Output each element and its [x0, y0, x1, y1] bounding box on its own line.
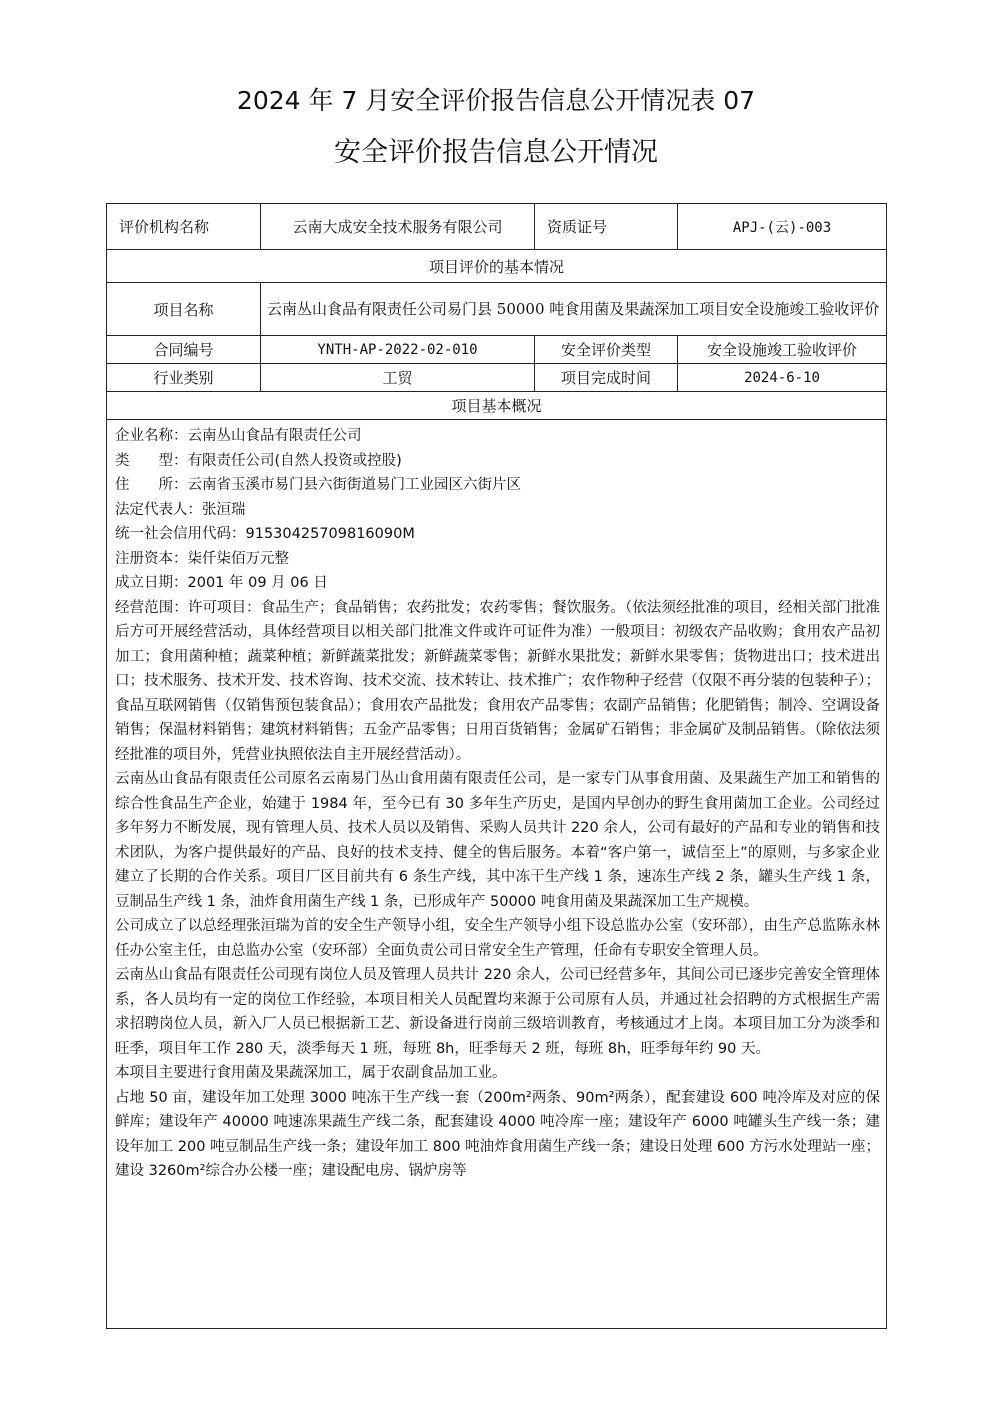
overview-paragraph: 成立日期：2001 年 09 月 06 日: [115, 575, 328, 591]
contract-label: 合同编号: [107, 336, 261, 364]
table-row: [107, 250, 887, 283]
eval-type-label: 安全评价类型: [535, 336, 678, 364]
cert-value: APJ-(云)-003: [678, 204, 887, 250]
overview-paragraph: 法定代表人：张洹瑞: [115, 501, 246, 518]
finish-time-value: 2024-6-10: [678, 364, 887, 392]
cert-label: 资质证号: [535, 204, 678, 250]
finish-time-label: 项目完成时间: [535, 364, 678, 392]
overview-paragraph: 类 型：有限责任公司(自然人投资或控股): [115, 452, 402, 469]
project-name-label: 项目名称: [107, 283, 261, 336]
overview-paragraph: 住 所：云南省玉溪市易门县六街街道易门工业园区六街片区: [115, 477, 521, 493]
contract-value: YNTH-AP-2022-02-010: [261, 336, 535, 364]
table-row: [107, 283, 887, 336]
basic-info-header: 项目评价的基本情况: [107, 250, 887, 283]
industry-value: 工贸: [261, 364, 535, 392]
table-row: [107, 392, 887, 420]
document-subtitle: 安全评价报告信息公开情况: [334, 137, 658, 168]
overview-body: [107, 420, 887, 1329]
org-label: 评价机构名称: [107, 204, 261, 250]
industry-label: 行业类别: [107, 364, 261, 392]
table-row: [107, 204, 887, 250]
overview-paragraph: 云南丛山食品有限责任公司原名云南易门丛山食用菌有限责任公司，是一家专门从事食用菌、及果蔬生产加工和销售的综合性食品生产企业，始建于 1984 年，至今已有 30 多年生产历史，是国内早创办的野生食用菌加工企业。公司经过多年努力不断发展，现有管理人员、技术人员以及销售、采购人员共计 220 余人，公司有最好的产品和专业的销售和技术团队，为客户提供最好的产品、良好的技术支持、健全的售后服务。本着“客户第一，诚信至上”的原则，与多家企业建立了长期的合作关系。项目厂区目前共有 6 条生产线，其中冻干生产线 1 条，速冻生产线 2 条，罐头生产线 1 条，豆制品生产线 1 条，油炸食用菌生产线 1 条，已形成年产 50000 吨食用菌及果蔬深加工生产规模。: [115, 771, 880, 910]
overview-paragraph: 本项目主要进行食用菌及果蔬深加工，属于农副食品加工业。: [115, 1065, 507, 1081]
table-row: [107, 336, 887, 364]
overview-paragraph: 经营范围：许可项目：食品生产；食品销售；农药批发；农药零售；餐饮服务。（依法须经批准的项目，经相关部门批准后方可开展经营活动，具体经营项目以相关部门批准文件或许可证件为准）一般项目：初级农产品收购；食用农产品初加工；食用菌种植；蔬菜种植；新鲜蔬菜批发；新鲜蔬菜零售；新鲜水果批发；新鲜水果零售；货物进出口；技术进出口；技术服务、技术开发、技术咨询、技术交流、技术转让、技术推广；农作物种子经营（仅限不再分装的包装种子）；食品互联网销售（仅销售预包装食品）；食用农产品批发；食用农产品零售；农副产品销售；化肥销售；制冷、空调设备销售；保温材料销售；建筑材料销售；五金产品零售；日用百货销售；金属矿石销售；非金属矿及制品销售。（除依法须经批准的项目外，凭营业执照依法自主开展经营活动）。: [115, 599, 880, 763]
document-title: 2024 年 7 月安全评价报告信息公开情况表 07: [236, 86, 756, 115]
overview-paragraph: 企业名称：云南丛山食品有限责任公司: [115, 428, 362, 444]
overview-paragraph: 云南丛山食品有限责任公司现有岗位人员及管理人员共计 220 余人，公司已经营多年，其间公司已逐步完善安全管理体系，各人员均有一定的岗位工作经验，本项目相关人员配置均来源于公司原有人员，并通过社会招聘的方式根据生产需求招聘岗位人员，新入厂人员已根据新工艺、新设备进行岗前三级培训教育，考核通过才上岗。本项目加工分为淡季和旺季，项目年工作 280 天，淡季每天 1 班，每班 8h，旺季每天 2 班，每班 8h，旺季每年约 90 天。: [115, 967, 880, 1057]
overview-paragraph: 注册资本：柒仟柒佰万元整: [115, 550, 289, 567]
org-value: 云南大成安全技术服务有限公司: [261, 204, 535, 250]
info-table: [106, 203, 887, 1329]
overview-paragraph: 统一社会信用代码：91530425709816090M: [115, 526, 415, 542]
overview-paragraph: 占地 50 亩，建设年加工处理 3000 吨冻干生产线一套（200m²两条、90m²两条），配套建设 600 吨冷库及对应的保鲜库；建设年产 40000 吨速冻果蔬生产线二条，配套建设 4000 吨冷库一座；建设年产 6000 吨罐头生产线一条；建设年加工 200 吨豆制品生产线一条；建设年加工 800 吨油炸食用菌生产线一条；建设日处理 600 方污水处理站一座；建设 3260m²综合办公楼一座；建设配电房、锅炉房等: [115, 1089, 880, 1179]
table-row: [107, 364, 887, 392]
eval-type-value: 安全设施竣工验收评价: [678, 336, 887, 364]
table-row: [107, 420, 887, 1329]
project-name-value: 云南丛山食品有限责任公司易门县 50000 吨食用菌及果蔬深加工项目安全设施竣工验收评价: [261, 283, 887, 336]
overview-header: 项目基本概况: [107, 392, 887, 420]
overview-paragraph: 公司成立了以总经理张洹瑞为首的安全生产领导小组，安全生产领导小组下设总监办公室（安环部），由生产总监陈永林任办公室主任，由总监办公室（安环部）全面负责公司日常安全生产管理，任命有专职安全管理人员。: [115, 918, 880, 959]
